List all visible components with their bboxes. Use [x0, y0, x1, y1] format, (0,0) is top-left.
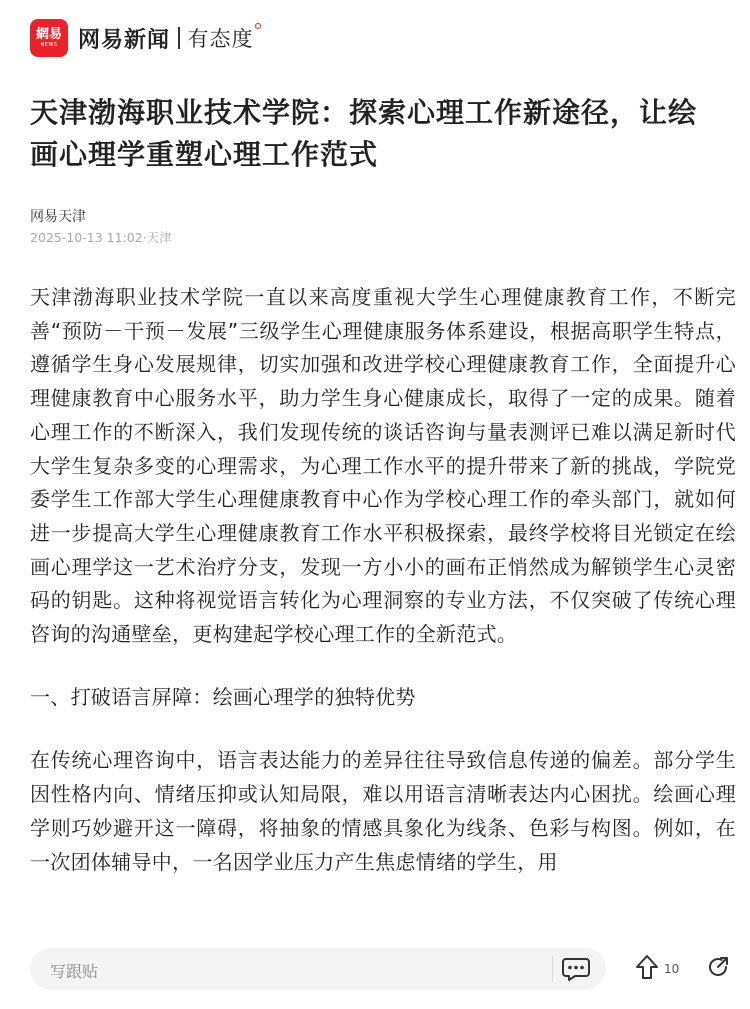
share-icon[interactable]	[706, 955, 730, 979]
header-divider	[178, 27, 180, 49]
comment-icon[interactable]	[561, 956, 591, 982]
reply-input[interactable]	[30, 948, 606, 990]
article-body	[30, 281, 736, 879]
logo-subtext: NEWS	[40, 41, 58, 48]
reply-divider	[552, 956, 553, 982]
article-paragraph: 在传统心理咨询中，语言表达能力的差异往往导致信息传递的偏差。部分学生因性格内向、情绪压抑或认知局限，难以用语言清晰表达内心困扰。绘画心理学则巧妙避开这一障碍，将抽象的情感具象化为线条、色彩与构图。例如，在一次团体辅导中，一名因学业压力产生焦虑情绪的学生，用	[30, 748, 736, 874]
app-header	[30, 18, 261, 58]
brand-name[interactable]: 网易新闻	[78, 27, 171, 53]
brand-tagline: 有态度	[187, 27, 254, 51]
article-paragraph: 天津渤海职业技术学院一直以来高度重视大学生心理健康教育工作，不断完善“预防－干预－发展”三级学生心理健康服务体系建设，根据高职学生特点，遵循学生身心发展规律，切实加强和改进学校心理健康教育工作，全面提升心理健康教育中心服务水平，助力学生身心健康成长，取得了一定的成果。随着心理工作的不断深入，我们发现传统的谈话咨询与量表测评已难以满足新时代大学生复杂多变的心理需求，为心理工作水平的提升带来了新的挑战，学院党委学生工作部大学生心理健康教育中心作为学校心理工作的牵头部门，就如何进一步提高大学生心理健康教育工作水平积极探索，最终学校将目光锁定在绘画心理学这一艺术治疗分支，发现一方小小的画布正悄然成为解锁学生心灵密码的钥匙。这种将视觉语言转化为心理洞察的专业方法，不仅突破了传统心理咨询的沟通壁垒，更构建起学校心理工作的全新范式。	[30, 285, 736, 647]
upvote-icon[interactable]	[634, 953, 660, 981]
article-meta: 2025-10-13 11:02·天津	[30, 230, 172, 245]
bottom-bar	[0, 938, 750, 1009]
article-title: 天津渤海职业技术学院：探索心理工作新途径，让绘画心理学重塑心理工作范式	[30, 96, 698, 171]
registered-mark-icon	[255, 23, 261, 29]
upvote-count: 10	[664, 962, 680, 976]
section-heading: 一、打破语言屏障：绘画心理学的独特优势	[30, 684, 416, 709]
reply-placeholder: 写跟贴	[50, 962, 99, 981]
logo-text: 網易	[35, 26, 62, 42]
netease-logo-icon[interactable]	[30, 19, 68, 57]
article-author[interactable]: 网易天津	[30, 209, 86, 225]
